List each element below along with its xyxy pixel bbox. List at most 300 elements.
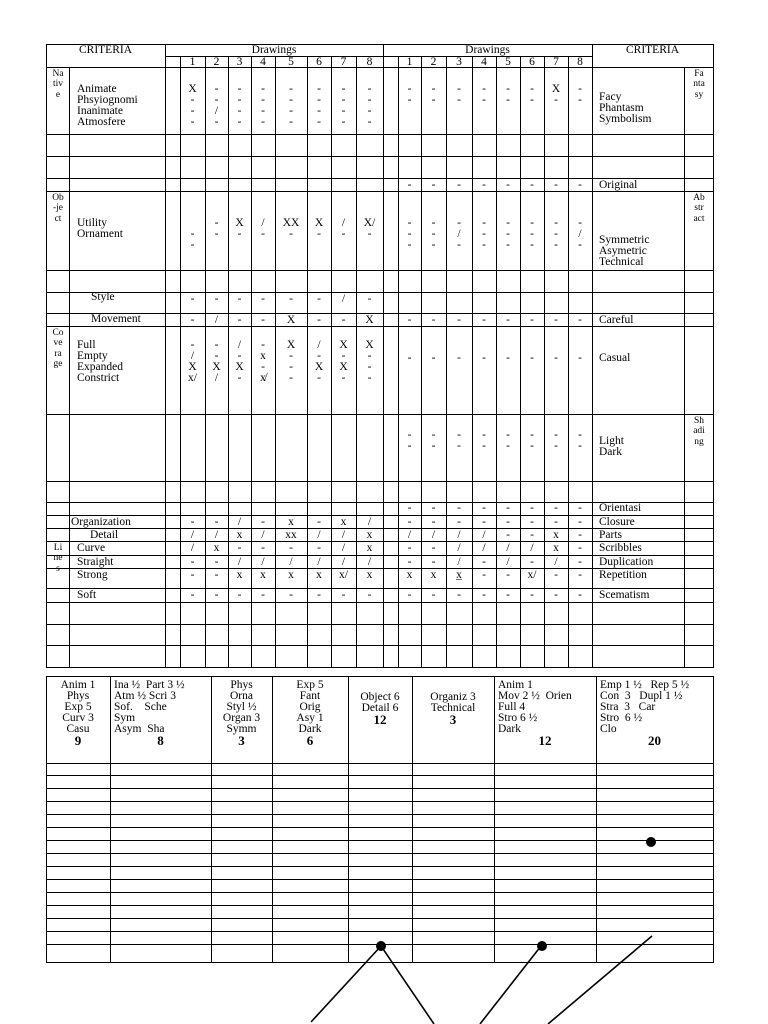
summary-line: Curv 3: [62, 712, 94, 724]
mark-cell: x: [213, 542, 220, 554]
drawing-number: 5: [505, 56, 511, 68]
summary-line: Dark: [498, 723, 521, 735]
mark-cell: -: [407, 589, 412, 601]
mark-cell: -: [431, 556, 436, 568]
mark-cell: x: [406, 569, 413, 581]
mark-cell: /: [317, 529, 321, 541]
mark-cell: -: [457, 352, 461, 364]
mark-cell: - -: [530, 429, 534, 452]
mark-cell: /: [457, 529, 461, 541]
mark-cell: -: [554, 179, 558, 191]
criteria-repetition: Repetition: [599, 569, 647, 581]
mark-cell: - / X x/: [188, 339, 197, 384]
criteria-animate: Animate: [77, 83, 117, 95]
mark-cell: -: [407, 314, 412, 326]
mark-cell: -: [214, 589, 219, 601]
mark-cell: -: [190, 516, 195, 528]
mark-cell: /: [457, 542, 461, 554]
mark-cell: -: [261, 516, 265, 528]
mark-cell: -: [578, 542, 582, 554]
criteria-detail: Detail: [90, 529, 119, 541]
mark-cell: -: [367, 589, 372, 601]
mark-cell: - - / -: [214, 83, 219, 128]
mark-cell: - - -: [506, 217, 510, 251]
mark-cell: -: [506, 352, 510, 364]
mark-cell: /: [237, 516, 242, 528]
mark-cell: - -: [578, 429, 582, 452]
mark-cell: -: [289, 542, 293, 554]
mark-cell: - - - -: [317, 83, 321, 128]
mark-cell: -: [367, 293, 372, 305]
mark-cell: -: [261, 293, 265, 305]
mark-cell: -: [317, 589, 321, 601]
mark-cell: -: [237, 314, 242, 326]
mark-cell: x: [236, 569, 243, 581]
mark-cell: -: [578, 529, 582, 541]
mark-cell: -: [530, 352, 534, 364]
criteria-atmosfere: Atmosfere: [77, 116, 126, 128]
mark-cell: /: [482, 542, 486, 554]
mark-cell: -: [431, 542, 436, 554]
mark-cell: -: [214, 569, 219, 581]
callout-dot: [537, 941, 547, 951]
mark-cell: /: [482, 529, 486, 541]
mark-cell: - -: [482, 429, 486, 452]
mark-cell: - - - -: [289, 83, 293, 128]
mark-cell: - -: [431, 83, 436, 106]
mark-cell: -: [482, 314, 486, 326]
mark-cell: -: [554, 314, 558, 326]
mark-cell: -: [261, 542, 265, 554]
drawing-number: 3: [456, 56, 462, 68]
mark-cell: -: [457, 589, 461, 601]
mark-cell: -: [554, 352, 558, 364]
drawing-number: 8: [577, 56, 583, 68]
mark-cell: - -: [482, 83, 486, 106]
summary-line: Detail 6: [361, 702, 399, 714]
mark-cell: - -: [457, 83, 461, 106]
mark-cell: -: [431, 314, 436, 326]
side-label-native: Native: [52, 69, 64, 100]
mark-cell: -: [431, 516, 436, 528]
mark-cell: - -: [190, 228, 195, 251]
mark-cell: X -: [551, 83, 561, 106]
criteria-phantasm: Phantasm: [599, 102, 644, 114]
mark-cell: -: [578, 314, 582, 326]
mark-cell: x: [430, 569, 437, 581]
side-label-coverage: Coverage: [52, 328, 64, 370]
mark-cell: /: [341, 556, 346, 568]
summary-line: Asy 1: [296, 712, 324, 724]
mark-cell: -: [578, 516, 582, 528]
mark-cell: -: [530, 589, 534, 601]
mark-cell: -: [506, 516, 510, 528]
summary-line: Casu: [66, 723, 90, 735]
criteria-parts: Parts: [599, 529, 622, 541]
mark-cell: -: [237, 542, 242, 554]
criteria-straight: Straight: [77, 556, 114, 568]
summary-box: [215, 680, 268, 746]
summary-total: 8: [157, 733, 164, 748]
mark-cell: -: [431, 352, 436, 364]
summary-total: 20: [648, 733, 661, 748]
mark-cell: - / -: [578, 217, 582, 251]
mark-cell: -: [457, 179, 461, 191]
mark-cell: /: [407, 529, 412, 541]
mark-cell: - -: [530, 83, 534, 106]
criteria-header-right: CRITERIA: [625, 44, 680, 56]
summary-total: 12: [373, 712, 387, 727]
criteria-closure: Closure: [599, 516, 635, 528]
mark-cell: /: [530, 542, 534, 554]
mark-cell: /: [457, 556, 461, 568]
mark-cell: - x - x̸: [260, 339, 266, 384]
mark-cell: - -: [554, 429, 558, 452]
mark-cell: - - -: [530, 217, 534, 251]
summary-line: Styl ½: [226, 701, 257, 713]
mark-cell: -: [190, 314, 195, 326]
criteria-dark: Dark: [599, 446, 622, 458]
criteria-full: Full: [77, 339, 96, 351]
mark-cell: X: [286, 314, 296, 326]
drawing-number: 2: [430, 56, 437, 68]
summary-line: Object 6: [360, 691, 400, 703]
mark-cell: - - -: [482, 217, 486, 251]
mark-cell: - - -: [431, 217, 436, 251]
criteria-curve: Curve: [77, 542, 106, 554]
mark-cell: -: [214, 556, 219, 568]
summary-box: [498, 680, 592, 746]
summary-box: [276, 680, 344, 746]
mark-cell: x̲: [456, 569, 462, 581]
mark-cell: -: [190, 569, 195, 581]
mark-cell: -: [261, 589, 265, 601]
mark-cell: -: [506, 314, 510, 326]
mark-cell: -: [530, 529, 534, 541]
criteria-orientasi: Orientasi: [599, 502, 642, 514]
drawing-number: 5: [288, 56, 294, 68]
mark-cell: /: [506, 542, 510, 554]
mark-cell: -: [482, 502, 486, 514]
mark-cell: -: [457, 516, 461, 528]
mark-cell: x: [316, 569, 322, 581]
mark-cell: -: [407, 556, 412, 568]
summary-line: Anim 1: [60, 679, 96, 691]
criteria-inanimate: Inanimate: [77, 105, 123, 117]
criteria-scematism: Scematism: [599, 589, 650, 601]
mark-cell: -: [554, 516, 558, 528]
drawing-number: 7: [553, 56, 559, 68]
mark-cell: - - -: [554, 217, 558, 251]
mark-cell: -: [261, 314, 265, 326]
side-label-shading: Shading: [693, 416, 705, 447]
criteria-scribbles: Scribbles: [599, 542, 642, 554]
summary-line: Full 4: [498, 701, 526, 713]
mark-cell: -: [407, 352, 412, 364]
mark-cell: x: [288, 516, 294, 528]
mark-cell: -: [506, 589, 510, 601]
summary-line: Anim 1: [498, 679, 533, 691]
mark-cell: - / -: [457, 217, 461, 251]
side-label-fantasy: Fantasy: [693, 69, 705, 100]
mark-cell: x: [340, 516, 347, 528]
summary-line: Symm: [226, 723, 257, 735]
mark-cell: -: [317, 314, 321, 326]
summary-line: Ina ½ Part 3 ½: [114, 679, 185, 691]
side-label-lines: Lines: [53, 543, 63, 574]
mark-cell: -: [289, 293, 293, 305]
mark-cell: -: [482, 179, 486, 191]
mark-cell: - -: [506, 83, 510, 106]
mark-cell: x: [366, 529, 373, 541]
summary-line: Exp 5: [64, 701, 92, 713]
summary-line: Fant: [299, 690, 321, 702]
mark-cell: x: [366, 569, 373, 581]
summary-box: [50, 680, 106, 746]
mark-cell: x/: [527, 569, 537, 581]
callout-dot: [376, 941, 386, 951]
mark-cell: /: [261, 529, 265, 541]
summary-line: Technical: [430, 702, 476, 714]
mark-cell: -: [289, 589, 293, 601]
mark-cell: /: [214, 314, 219, 326]
mark-cell: -: [214, 228, 219, 240]
summary-total: 3: [238, 733, 245, 748]
mark-cell: /: [554, 556, 558, 568]
mark-cell: x: [260, 569, 266, 581]
mark-cell: -: [317, 542, 321, 554]
mark-cell: -: [407, 502, 412, 514]
drawings-header-left: Drawings: [251, 44, 297, 56]
summary-total: 12: [538, 733, 552, 748]
mark-cell: / - X -: [314, 339, 324, 384]
mark-cell: /: [317, 556, 321, 568]
mark-cell: X: [235, 217, 244, 229]
mark-cell: /: [341, 542, 346, 554]
callout-dot: [646, 837, 656, 847]
mark-cell: -: [317, 516, 321, 528]
mark-cell: -: [506, 179, 510, 191]
criteria-light: Light: [599, 435, 624, 447]
mark-cell: -: [554, 569, 558, 581]
criteria-constrict: Constrict: [77, 372, 120, 384]
criteria-asymetric: Asymetric: [599, 245, 647, 257]
mark-cell: x: [236, 529, 243, 541]
mark-cell: -: [190, 589, 195, 601]
mark-cell: - -: [407, 83, 412, 106]
mark-cell: XX: [282, 217, 300, 229]
mark-cell: -: [530, 179, 534, 191]
summary-line: Stra 3 Car: [600, 701, 656, 713]
mark-cell: -: [431, 179, 436, 191]
drawing-number: 6: [316, 56, 322, 68]
mark-cell: X: [365, 314, 374, 326]
mark-cell: /: [506, 556, 510, 568]
drawing-number: 3: [236, 56, 243, 68]
mark-cell: -: [341, 314, 346, 326]
mark-cell: -: [431, 589, 436, 601]
summary-line: Con 3 Dupl 1 ½: [600, 690, 683, 702]
criteria-utility: Utility: [77, 217, 108, 229]
mark-cell: -: [237, 228, 242, 240]
mark-cell: -: [506, 502, 510, 514]
mark-cell: /: [261, 217, 265, 229]
side-label-abstract: Abstract: [693, 193, 705, 224]
criteria-movement: Movement: [91, 313, 141, 325]
mark-cell: -: [530, 314, 534, 326]
mark-cell: -: [431, 502, 436, 514]
mark-cell: /: [431, 529, 436, 541]
criteria-physiognomi: Phsyiognomi: [77, 94, 138, 106]
mark-cell: x: [366, 542, 373, 554]
summary-line: Clo: [600, 723, 617, 735]
criteria-casual: Casual: [599, 352, 631, 364]
mark-cell: X/: [363, 217, 376, 229]
mark-cell: -: [578, 556, 582, 568]
mark-cell: -: [578, 502, 582, 514]
mark-cell: /: [289, 556, 293, 568]
summary-line: Dark: [298, 723, 322, 735]
mark-cell: X: [314, 217, 324, 229]
mark-cell: -: [578, 589, 582, 601]
drawing-number: 8: [366, 56, 373, 68]
mark-cell: -: [530, 556, 534, 568]
mark-cell: -: [482, 516, 486, 528]
summary-line: Phys: [230, 679, 253, 691]
mark-cell: /: [261, 556, 265, 568]
drawing-number: 4: [260, 56, 266, 68]
drawings-header-right: Drawings: [465, 44, 510, 56]
criteria-symmetric: Symmetric: [599, 234, 650, 246]
summary-line: Organiz 3: [430, 691, 476, 703]
mark-cell: -: [190, 293, 195, 305]
mark-cell: -: [482, 589, 486, 601]
mark-cell: - - - -: [261, 83, 265, 128]
mark-cell: -: [237, 293, 242, 305]
mark-cell: X - - -: [365, 339, 374, 384]
mark-cell: -: [554, 502, 558, 514]
mark-cell: -: [367, 228, 372, 240]
summary-box: [352, 692, 408, 725]
criteria-careful: Careful: [599, 314, 634, 326]
criteria-facy: Facy: [599, 91, 622, 103]
mark-cell: X - - -: [286, 339, 296, 384]
mark-cell: x: [553, 542, 559, 554]
mark-cell: - - -: [407, 217, 412, 251]
mark-cell: - -: [457, 429, 461, 452]
summary-line: Orig: [299, 701, 321, 713]
mark-cell: -: [317, 293, 321, 305]
mark-cell: /: [190, 529, 195, 541]
mark-cell: - -: [431, 429, 436, 452]
criteria-technical: Technical: [599, 256, 644, 268]
summary-line: Exp 5: [296, 679, 324, 691]
summary-total: 9: [74, 733, 82, 748]
summary-line: Mov 2 ½ Orien: [498, 690, 572, 702]
mark-cell: - - - -: [237, 83, 242, 128]
criteria-empty: Empty: [77, 350, 108, 362]
criteria-symbolism: Symbolism: [599, 113, 652, 125]
criteria-header-left: CRITERIA: [78, 44, 133, 56]
summary-line: Organ 3: [222, 712, 261, 724]
mark-cell: -: [482, 556, 486, 568]
mark-cell: - -: [407, 429, 412, 452]
summary-line: Orna: [230, 690, 253, 702]
criteria-duplication: Duplication: [599, 556, 654, 568]
mark-cell: -: [457, 314, 461, 326]
mark-cell: / - X -: [235, 339, 244, 384]
mark-cell: -: [289, 228, 293, 240]
mark-cell: -: [578, 352, 582, 364]
criteria-expanded: Expanded: [77, 361, 123, 373]
drawing-number: 2: [213, 56, 220, 68]
mark-cell: - - - -: [367, 83, 372, 128]
summary-line: Atm ½ Scri 3: [114, 690, 176, 702]
mark-cell: x: [288, 569, 294, 581]
mark-cell: -: [506, 569, 510, 581]
summary-line: Stro 6 ½: [600, 712, 643, 724]
mark-cell: -: [407, 179, 412, 191]
mark-cell: -: [214, 516, 219, 528]
mark-cell: /: [341, 217, 346, 229]
summary-total: 3: [449, 712, 457, 727]
mark-cell: /: [367, 516, 372, 528]
mark-cell: -: [482, 569, 486, 581]
mark-cell: -: [457, 502, 461, 514]
callout-pointers: [311, 936, 652, 1024]
mark-cell: -: [407, 542, 412, 554]
mark-cell: -: [214, 217, 219, 229]
mark-cell: /: [341, 529, 346, 541]
mark-cell: -: [317, 228, 321, 240]
mark-cell: /: [341, 293, 346, 305]
mark-cell: X - - -: [188, 83, 197, 128]
mark-cell: x: [553, 529, 559, 541]
mark-cell: -: [578, 569, 582, 581]
mark-cell: X - X -: [339, 339, 348, 384]
criteria-style: Style: [91, 291, 115, 303]
summary-box: [416, 692, 490, 725]
mark-cell: -: [578, 179, 582, 191]
summary-line: Phys: [66, 690, 90, 702]
summary-line: Sym: [114, 712, 136, 724]
mark-cell: -: [190, 556, 195, 568]
summary-box: [114, 680, 207, 746]
mark-cell: /: [367, 556, 372, 568]
drawing-number: 6: [529, 56, 535, 68]
mark-cell: -: [341, 228, 346, 240]
summary-line: Emp 1 ½ Rep 5 ½: [600, 679, 690, 691]
summary-box: [600, 680, 709, 746]
drawing-number: 1: [189, 56, 196, 68]
summary-line: Stro 6 ½: [498, 712, 538, 724]
drawing-number: 1: [406, 56, 413, 68]
mark-cell: - -: [578, 83, 582, 106]
mark-cell: -: [341, 589, 346, 601]
mark-cell: -: [407, 516, 412, 528]
criteria-ornament: Ornament: [77, 228, 123, 240]
mark-cell: -: [506, 529, 510, 541]
mark-cell: -: [214, 293, 219, 305]
mark-cell: -: [530, 502, 534, 514]
mark-cell: /: [214, 529, 219, 541]
mark-cell: - - - -: [341, 83, 346, 128]
criteria-original: Original: [599, 179, 638, 191]
mark-cell: /: [190, 542, 195, 554]
summary-total: 6: [306, 733, 314, 748]
mark-cell: xx: [285, 529, 297, 541]
mark-cell: - -: [506, 429, 510, 452]
